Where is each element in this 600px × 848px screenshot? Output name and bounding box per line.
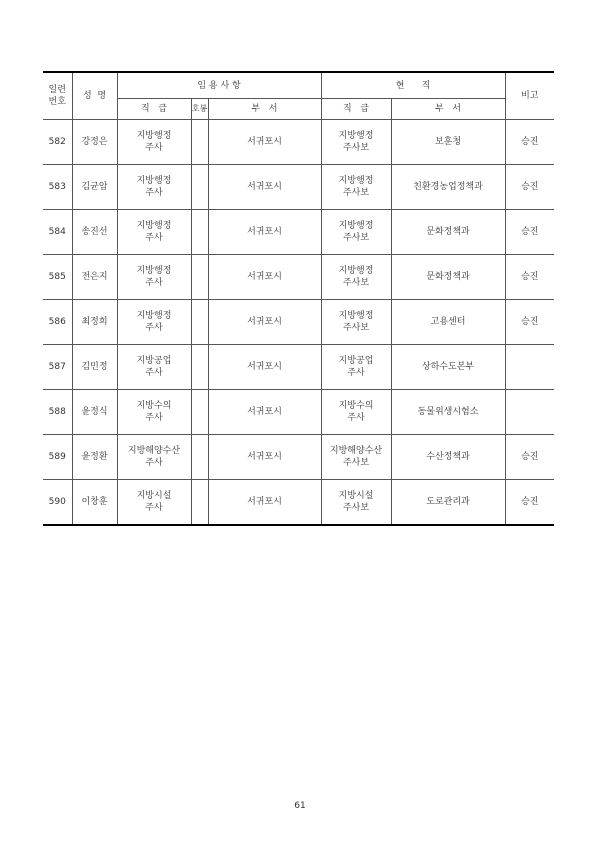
grade-cell: 지방행정 주사 (117, 255, 191, 300)
serial-cell: 587 (43, 345, 72, 390)
dept-cell: 서귀포시 (208, 120, 321, 165)
serial-cell: 584 (43, 210, 72, 255)
dept-cell: 서귀포시 (208, 255, 321, 300)
dept-cell: 서귀포시 (208, 210, 321, 255)
remark-cell: 승진 (505, 435, 554, 480)
current-dept-cell: 상하수도본부 (391, 345, 505, 390)
name-cell: 송진선 (72, 210, 117, 255)
current-grade-cell: 지방수의 주사 (321, 390, 391, 435)
current-grade-cell: 지방행정 주사보 (321, 210, 391, 255)
name-cell: 윤정식 (72, 390, 117, 435)
grade-cell: 지방행정 주사 (117, 165, 191, 210)
grade-cell: 지방시설 주사 (117, 480, 191, 526)
remark-cell (505, 390, 554, 435)
current-grade-cell: 지방해양수산 주사보 (321, 435, 391, 480)
name-cell: 윤정환 (72, 435, 117, 480)
hobong-cell (191, 120, 208, 165)
grade-cell: 지방행정 주사 (117, 300, 191, 345)
current-dept-cell: 친환경농업정책과 (391, 165, 505, 210)
table-row (43, 345, 554, 390)
current-grade-cell: 지방행정 주사보 (321, 120, 391, 165)
current-dept-cell: 수산정책과 (391, 435, 505, 480)
name-cell: 김균암 (72, 165, 117, 210)
table-row (43, 210, 554, 255)
hobong-cell (191, 210, 208, 255)
grade-cell: 지방해양수산 주사 (117, 435, 191, 480)
remark-cell: 승진 (505, 165, 554, 210)
dept-cell: 서귀포시 (208, 300, 321, 345)
current-dept-cell: 고용센터 (391, 300, 505, 345)
current-grade-cell: 지방행정 주사보 (321, 165, 391, 210)
header-row-sub (43, 99, 554, 120)
hobong-cell (191, 255, 208, 300)
grade-cell: 지방수의 주사 (117, 390, 191, 435)
table-row (43, 165, 554, 210)
col-header-dept: 부 서 (208, 99, 321, 120)
grade-cell: 지방행정 주사 (117, 210, 191, 255)
dept-cell: 서귀포시 (208, 480, 321, 526)
dept-cell: 서귀포시 (208, 345, 321, 390)
current-grade-cell: 지방시설 주사보 (321, 480, 391, 526)
remark-cell: 승진 (505, 210, 554, 255)
name-cell: 최정희 (72, 300, 117, 345)
current-dept-cell: 도로관리과 (391, 480, 505, 526)
table-row (43, 435, 554, 480)
col-header-current: 현 직 (321, 72, 505, 99)
hobong-cell (191, 345, 208, 390)
col-header-grade: 직 급 (117, 99, 191, 120)
col-header-serial: 일련 번호 (43, 72, 72, 120)
col-header-appointment: 임 용 사 항 (117, 72, 321, 99)
remark-cell: 승진 (505, 480, 554, 526)
serial-cell: 585 (43, 255, 72, 300)
hobong-cell (191, 435, 208, 480)
table-row (43, 255, 554, 300)
hobong-cell (191, 480, 208, 526)
col-header-name: 성 명 (72, 72, 117, 120)
dept-cell: 서귀포시 (208, 165, 321, 210)
serial-cell: 583 (43, 165, 72, 210)
grade-cell: 지방행정 주사 (117, 120, 191, 165)
serial-cell: 588 (43, 390, 72, 435)
serial-cell: 590 (43, 480, 72, 526)
col-header-remarks: 비고 (505, 72, 554, 120)
current-grade-cell: 지방행정 주사보 (321, 300, 391, 345)
current-dept-cell: 동물위생시험소 (391, 390, 505, 435)
current-dept-cell: 문화정책과 (391, 210, 505, 255)
remark-cell: 승진 (505, 255, 554, 300)
name-cell: 강정은 (72, 120, 117, 165)
table-row (43, 300, 554, 345)
dept-cell: 서귀포시 (208, 390, 321, 435)
col-header-current-dept: 부 서 (391, 99, 505, 120)
col-header-hobong: 호봉 (191, 99, 208, 120)
hobong-cell (191, 300, 208, 345)
table-row (43, 390, 554, 435)
dept-cell: 서귀포시 (208, 435, 321, 480)
current-grade-cell: 지방공업 주사 (321, 345, 391, 390)
name-cell: 김민정 (72, 345, 117, 390)
current-dept-cell: 보훈청 (391, 120, 505, 165)
header-row-top (43, 72, 554, 99)
grade-cell: 지방공업 주사 (117, 345, 191, 390)
page-number: 61 (294, 801, 306, 811)
hobong-cell (191, 390, 208, 435)
current-grade-cell: 지방행정 주사보 (321, 255, 391, 300)
serial-cell: 582 (43, 120, 72, 165)
hobong-cell (191, 165, 208, 210)
remark-cell: 승진 (505, 300, 554, 345)
remark-cell (505, 345, 554, 390)
table-row (43, 480, 554, 526)
serial-cell: 589 (43, 435, 72, 480)
table-row (43, 120, 554, 165)
personnel-appointment-table (43, 71, 554, 526)
name-cell: 전은지 (72, 255, 117, 300)
name-cell: 이창훈 (72, 480, 117, 526)
current-dept-cell: 문화정책과 (391, 255, 505, 300)
col-header-current-grade: 직 급 (321, 99, 391, 120)
serial-cell: 586 (43, 300, 72, 345)
table-body (43, 120, 554, 526)
remark-cell: 승진 (505, 120, 554, 165)
